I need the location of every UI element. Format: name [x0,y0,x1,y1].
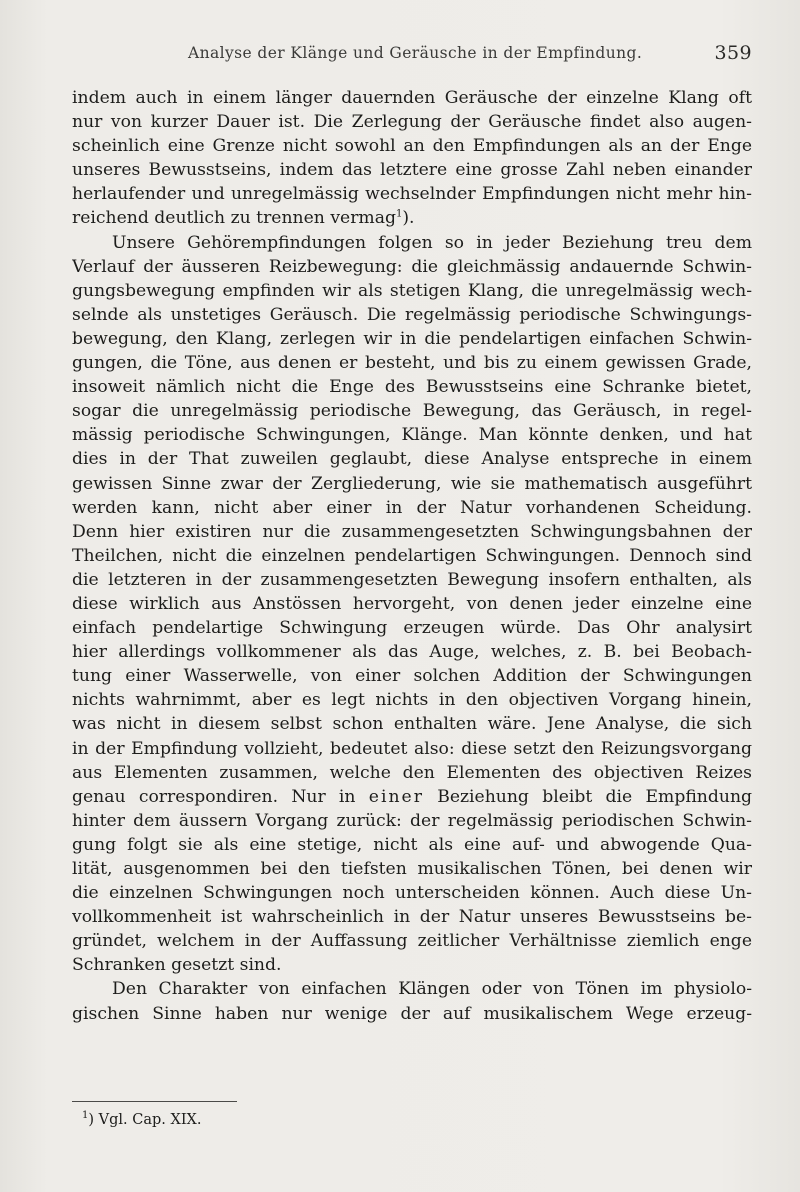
text-line: unseres Bewusstseins, indem das letztere eine grosse Zahl neben einander [72,160,752,181]
text-line: gungen, die Töne, aus denen er besteht, und bis zu einem gewissen Grade, [72,353,752,374]
text-line-content: reichend deutlich zu trennen vermag [72,208,396,229]
text-line: Schranken gesetzt sind. [72,955,282,976]
text-line: sogar die unregelmässig periodische Bewegung, das Geräusch, in regel- [72,401,752,422]
text-line: gung folgt sie als eine stetige, nicht als eine auf- und abwogende Qua- [72,834,752,855]
emphasized-word: einer [368,786,424,807]
text-line: nur von kurzer Dauer ist. Die Zerlegung der Geräusche findet also augen- [72,112,752,133]
running-head [70,42,752,66]
text-line: dies in der That zuweilen geglaubt, diese Analyse entspreche in einem [72,449,752,470]
text-line: diese wirklich aus Anstössen hervorgeht, von denen jeder einzelne eine [72,593,752,614]
text-line: herlaufender und unregelmässig wechselnder Empfindungen nicht mehr hin- [72,184,752,205]
text-line: Denn hier existiren nur die zusammengesetzten Schwingungsbahnen der [72,521,752,542]
text-line: indem auch in einem länger dauernden Geräusche der einzelne Klang oft [72,88,752,108]
text-line-part: genau correspondiren. Nur in [72,786,356,807]
text-line [72,785,752,809]
text-line: Den Charakter von einfachen Klängen oder von Tönen im physiolo- [112,979,752,1000]
footnote-marker-close: ) [88,1112,95,1128]
footnote-text: Vgl. Cap. XIX. [98,1112,202,1128]
text-line: gewissen Sinne zwar der Zergliederung, wie sie mathematisch ausgeführt [72,473,752,494]
text-line: insoweit nämlich nicht die Enge des Bewusstseins eine Schranke bietet, [72,377,752,398]
page-number: 359 [714,42,752,64]
footnote-divider [72,1101,237,1102]
footnote-marker: 1 [82,1110,89,1122]
text-line: gungsbewegung empfinden wir als stetigen Klang, die unregelmässig wech- [72,280,752,301]
text-line: bewegung, den Klang, zerlegen wir in die pendelartigen einfachen Schwin- [72,328,752,349]
text-line: nichts wahrnimmt, aber es legt nichts in den objectiven Vorgang hinein, [72,690,752,711]
text-line: hinter dem äussern Vorgang zurück: der regelmässig periodischen Schwin- [72,810,752,831]
text-line: lität, ausgenommen bei den tiefsten musikalischen Tönen, bei denen wir [72,859,752,879]
text-line: Verlauf der äusseren Reizbewegung: die gleichmässig andauernde Schwin- [72,256,752,277]
text-line-part: Beziehung bleibt die Empfindung [437,786,752,807]
text-line: die einzelnen Schwingungen noch unterscheiden können. Auch diese Un- [72,883,752,904]
text-line: gischen Sinne haben nur wenige der auf musikalischem Wege erzeug- [72,1003,752,1024]
text-line: werden kann, nicht aber einer in der Natur vorhandenen Scheidung. [72,497,752,518]
footnote [82,1112,202,1128]
footnote-reference: 1 [395,208,403,220]
text-line: vollkommenheit ist wahrscheinlich in der Natur unseres Bewusstseins be- [72,907,752,928]
running-head-title: Analyse der Klänge und Geräusche in der Empfindung. [188,44,643,62]
text-line: gründet, welchem in der Auffassung zeitlicher Verhältnisse ziemlich enge [72,931,752,952]
text-line: die letzteren in der zusammengesetzten Bewegung insofern enthalten, als [72,569,752,590]
text-line: was nicht in diesem selbst schon enthalten wäre. Jene Analyse, die sich [72,714,752,735]
body-text [72,86,752,1026]
text-line: selnde als unstetiges Geräusch. Die regelmässig periodische Schwingungs- [72,304,752,325]
text-line: tung einer Wasserwelle, von einer solchen Addition der Schwingungen [72,666,752,687]
text-line: Unsere Gehörempfindungen folgen so in jeder Beziehung treu dem [112,232,752,253]
text-line: in der Empfindung vollzieht, bedeutet also: diese setzt den Reizungsvorgang [72,738,752,759]
text-line [72,206,752,230]
footnote-reference-close: ). [402,208,415,229]
text-line: Theilchen, nicht die einzelnen pendelartigen Schwingungen. Dennoch sind [72,545,752,566]
text-line: aus Elementen zusammen, welche den Elementen des objectiven Reizes [72,762,752,783]
text-line: scheinlich eine Grenze nicht sowohl an den Empfindungen als an der Enge [72,136,752,157]
text-line: mässig periodische Schwingungen, Klänge. Man könnte denken, und hat [72,425,752,446]
text-line: hier allerdings vollkommener als das Auge, welches, z. B. bei Beobach- [72,642,752,663]
text-line: einfach pendelartige Schwingung erzeugen würde. Das Ohr analysirt [72,618,752,639]
